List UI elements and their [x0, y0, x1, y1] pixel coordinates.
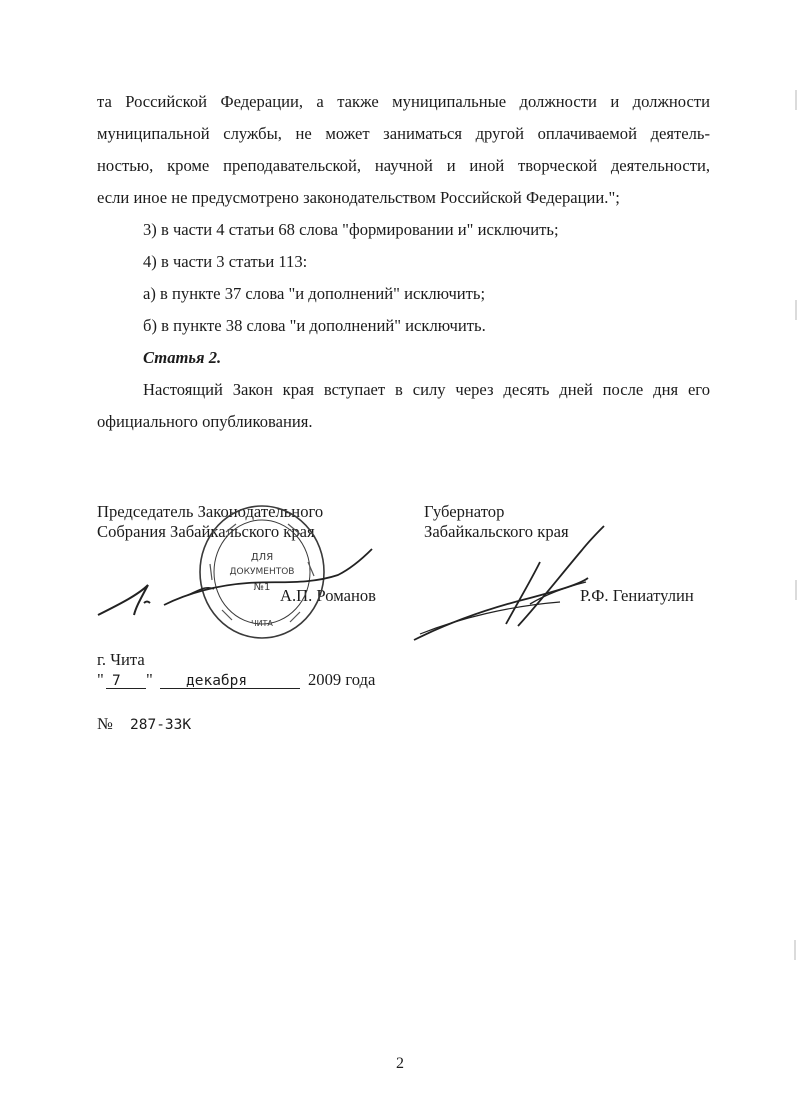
- right-signatory-title-1: Губернатор: [424, 502, 505, 521]
- scan-edge-marks: [792, 0, 800, 1118]
- left-signatory-title-2: Собрания Забайкальского края: [97, 522, 315, 541]
- date-month-underline: [160, 688, 300, 689]
- seal-center-line-2: ДОКУМЕНТОВ: [229, 567, 295, 577]
- right-signature: [410, 522, 610, 646]
- left-signatory-name: А.П. Романов: [280, 586, 376, 605]
- date-quote-close: ": [146, 670, 153, 689]
- law-number: 287-ЗЗК: [130, 717, 192, 733]
- seal-center-line-3: №1: [253, 582, 271, 593]
- place-of-signing: г. Чита: [97, 650, 145, 669]
- article-2-line-1: Настоящий Закон края вступает в силу через десять дней после дня его: [143, 380, 710, 399]
- seal-center-line-1: ДЛЯ: [250, 552, 274, 563]
- date-day: 7: [112, 673, 121, 689]
- date-month: декабря: [186, 673, 248, 689]
- right-signatory-title-2: Забайкальского края: [424, 522, 569, 541]
- left-signatory-title-1: Председатель Законодательного: [97, 502, 324, 521]
- article-2-heading: Статья 2.: [143, 348, 222, 367]
- amendment-item-4b: б) в пункте 38 слова "и дополнений" исключить.: [143, 316, 486, 335]
- body-line-2: муниципальной службы, не может заниматься другой оплачиваемой деятель-: [97, 124, 710, 143]
- page-number: 2: [396, 1055, 404, 1072]
- date-day-underline: [106, 688, 146, 689]
- amendment-item-4a: а) в пункте 37 слова "и дополнений" исключить;: [143, 284, 486, 303]
- date-quote-open: ": [97, 670, 104, 689]
- law-number-sign: №: [97, 714, 113, 733]
- body-line-4: если иное не предусмотрено законодательством Российской Федерации.";: [97, 188, 620, 207]
- seal-bottom-text: ЧИТА: [251, 619, 273, 628]
- body-line-3: ностью, кроме преподавательской, научной и иной творческой деятельности,: [97, 156, 710, 175]
- left-signature: [88, 545, 388, 625]
- body-line-1: та Российской Федерации, а также муниципальные должности и должности: [97, 92, 710, 111]
- article-2-line-2: официального опубликования.: [97, 412, 313, 431]
- amendment-item-4: 4) в части 3 статьи 113:: [143, 252, 308, 271]
- date-year: 2009 года: [308, 670, 376, 689]
- amendment-item-3: 3) в части 4 статьи 68 слова "формировании и" исключить;: [143, 220, 559, 239]
- right-signatory-name: Р.Ф. Гениатулин: [580, 586, 694, 605]
